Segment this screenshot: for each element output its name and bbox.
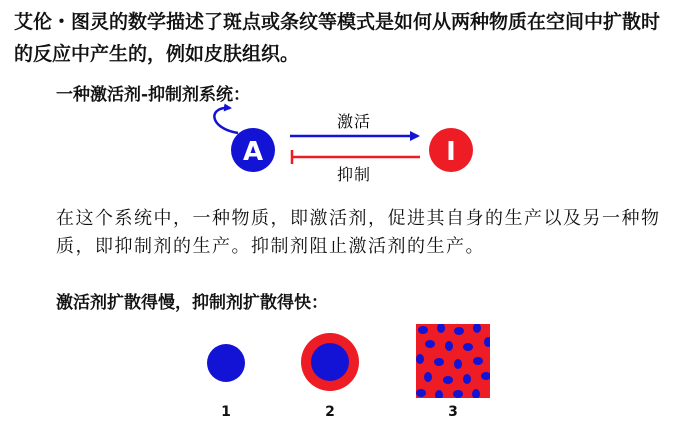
self-activation-arrow <box>214 108 238 133</box>
diffusion-heading: 激活剂扩散得慢，抑制剂扩散得快： <box>56 293 328 313</box>
system-heading: 一种激活剂-抑制剂系统： <box>56 85 251 105</box>
stage-3-spot-pattern <box>416 323 492 400</box>
stage-1-label: 1 <box>221 404 231 420</box>
stage-3-label: 3 <box>448 404 458 420</box>
activator-letter: A <box>242 137 264 167</box>
stage-2-label: 2 <box>325 404 335 420</box>
activation-label: 激活 <box>336 112 372 131</box>
stage-1-activator-spot <box>207 344 245 382</box>
stage-2-activator-spot <box>311 343 349 381</box>
explanation-paragraph: 在这个系统中，一种物质，即激活剂，促进其自身的生产以及另一种物质，即抑制剂的生产。抑制剂阻止激活剂的生产。 <box>56 208 661 257</box>
inhibitor-letter: I <box>446 137 456 167</box>
inhibition-label: 抑制 <box>336 165 372 184</box>
intro-paragraph: 艾伦・图灵的数学描述了斑点或条纹等模式是如何从两种物质在空间中扩散时的反应中产生的，例如皮肤组织。 <box>14 11 661 65</box>
